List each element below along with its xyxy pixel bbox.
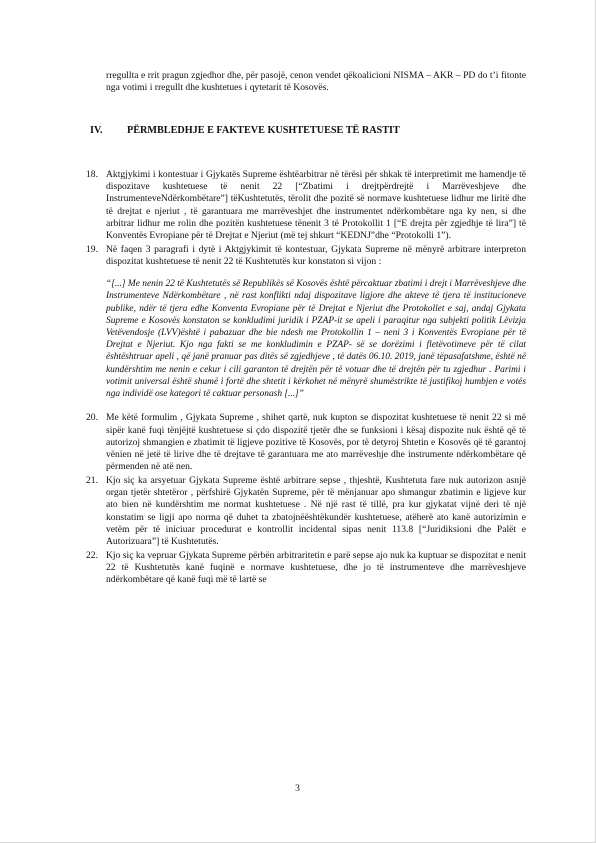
paragraph-number: 18.: [86, 168, 98, 180]
block-quote: “[...] Me nenin 22 të Kushtetutës së Republikës së Kosovës është përcaktuar zbatimi i drejt i Marrëveshjeve dhe Instrumenteve Ndërkombëtare , në rast konflikti ndaj dispozitave ligjore dhe akteve të tjera të institucioneve publike, ndër të tjera edhe Konventa Evropiane për të Drejtat e Njeriut dhe Protokollet e saj, andaj Gjykata Supreme e Kosovës konstaton se konkludimi juridik i PZAP-it se apeli i paraqitur nga subjekti politik Lëvizja Vetëvendosje (LVV)është i pabazuar dhe bie ndesh me Protokollin 1 – neni 3 i Konventës Evropiane për të Drejtat e Njeriut. Kjo nga fakti se me konkludimin e PZAP- së se dorëzimi i fletëvotimeve për të cilat ështështruar apeli , që janë pranuar pas ditës së zgjedhjeve , të datës 06.10. 2019, janë tëpasafatshme, është në kundërshtim me nenin e cekur i cili garanton të drejtën për të votuar dhe të drejtën për tu zgjedhur . Parimi i votimit universal është shumë i fortë dhe shtetit i kërkohet në mënyrë shumëstrikte të justifikoj humbjen e votës nga individë ose kategori të caktuar personash [...]”: [106, 279, 526, 400]
paragraph-20: [86, 412, 526, 473]
paragraph-21: [86, 475, 526, 549]
paragraph-number: 21.: [86, 474, 98, 486]
paragraph-text: Në faqen 3 paragrafi i dytë i Aktgjykimit të kontestuar, Gjykata Supreme në mënyrë arbitrare interpreton dispozitat kushtetuese të nenit 22 të Kushtetutës kur konstaton si vijon :: [106, 243, 526, 267]
paragraph-text: Kjo siç ka vepruar Gjykata Supreme përbën arbitraritetin e parë sepse ajo nuk ka kuptuar se dispozitat e nenit 22 të Kushtetutës kanë fuqinë e normave kushtetuese, dhe jo të instrumenteve dhe marrëveshjeve ndërkombëtare që kanë fuqi më të lartë se: [106, 549, 526, 586]
section-title: PËRMBLEDHJE E FAKTEVE KUSHTETUESE TË RASTIT: [127, 124, 400, 136]
paragraph-text: Aktgjykimi i kontestuar i Gjykatës Supreme ështëarbitrar në tërësi për shkak të interpretimit me hamendje të dispozitave kushtetuese të nenit 22 [“Zbatimi i drejtpërdrejtë i Marrëveshjeve dhe InstrumenteveNdërkombëtare”] tëKushtetutës, tërolit dhe pozitë së normave kushtetuese lidhur me liritë dhe të drejtat e njeriut , të garantuara me marrëveshjet dhe instrumentet ndërkombëtare nga ky nen, si dhe arbitrar lidhur me rolin dhe pozitën kushtetuese tënenit 3 të Protokollit 1 [“E drejta për zgjedhje të lira”] të Konventës Evropiane për të Drejtat e Njeriut (më tej shkurt “KEDNJ”dhe “Protokolli 1”).: [106, 168, 526, 242]
paragraph-19: [86, 244, 526, 269]
section-heading: [90, 125, 526, 137]
paragraph-22: [86, 550, 526, 587]
paragraph-number: 19.: [86, 243, 98, 255]
paragraph-number: 20.: [86, 412, 98, 424]
paragraph-text: Kjo siç ka arsyetuar Gjykata Supreme është arbitrare sepse , thjeshtë, Kushtetuta fare nuk autorizon asnjë organ tjetër shtetëror , përfshirë Gjykatën Supreme, për të mënjanuar apo shmangur zbatimin e ligjeve kur ato bien në kundërshtim me normat kushtetuese . Në një rast të tillë, pra kur gjykatat vijnë deri të një konstatim se ligji apo norma që duhet ta zbatojnëështëkundër kushtetuese, atëherë ato kanë autorizimin e vetëm për të iniciuar procedurat e kontrollit incidental sipas nenit 113.8 [“Juridiksioni dhe Palët e Autorizuara”] të Kushtetutës.: [106, 474, 526, 548]
intro-paragraph: rregullta e rrit pragun zgjedhor dhe, për pasojë, cenon vendet qëkoalicioni NISMA – AKR – PD do t’i fitonte nga votimi i rregullt dhe kushtetues i qytetarit të Kosovës.: [106, 70, 526, 94]
page-body: [86, 70, 526, 587]
page-number: 3: [295, 783, 300, 794]
section-number: IV.: [90, 124, 103, 136]
paragraph-18: [86, 169, 526, 243]
paragraph-text: Me këtë formulim , Gjykata Supreme , shihet qartë, nuk kupton se dispozitat kushtetuese të nenit 22 si më sipër kanë fuqi tënjëjtë kushtetuese si çdo dispozitë tjetër dhe se funksioni i kësaj dispozite nuk është që të autorizoj shmangien e zbatimit të ligjeve pozitive të Kosovës, por të detyroj Shtetin e Kosovës që të garantoj vënien në jetë të lirive dhe të drejtave të garantuara me ato marrëveshje dhe instrumente ndërkombëtare që përmenden në atë nen.: [106, 412, 526, 473]
paragraph-number: 22.: [86, 549, 98, 561]
